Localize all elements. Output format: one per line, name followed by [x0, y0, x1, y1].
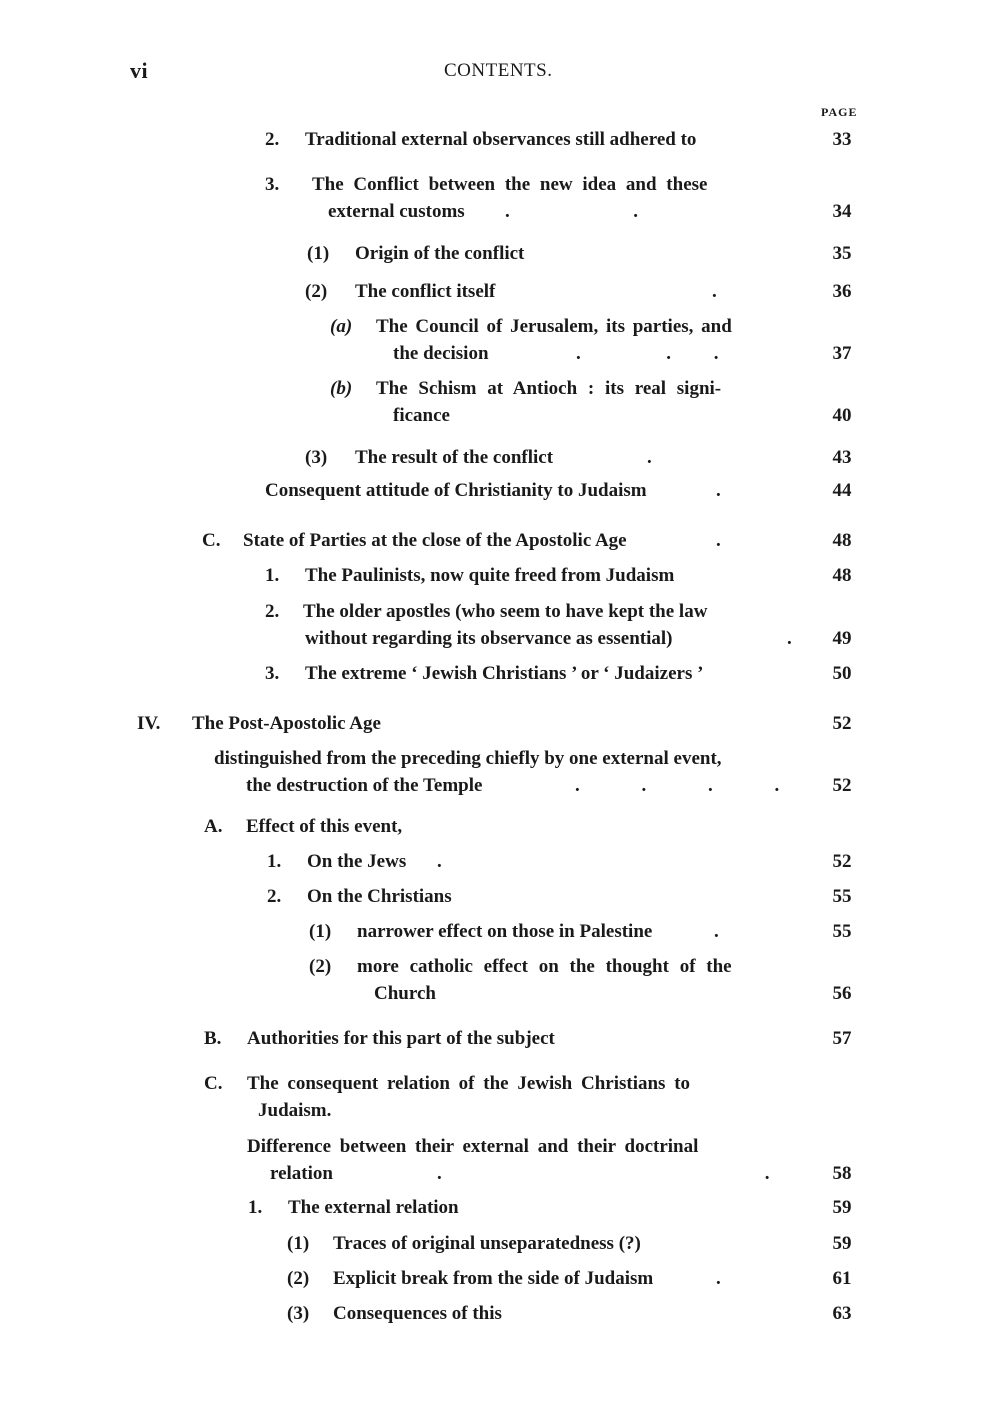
entry-title: The consequent relation of the Jewish Christians to — [247, 1073, 691, 1094]
entry-page: 63 — [832, 1303, 852, 1324]
entry-number: 1. — [248, 1197, 263, 1218]
entry-number: 1. — [267, 851, 282, 872]
page-column-label: PAGE — [821, 105, 858, 119]
entry-title: Consequent attitude of Christianity to Judaism — [265, 480, 647, 501]
entry-title: Traces of original unseparatedness (?) — [333, 1233, 641, 1254]
entry-title: The Paulinists, now quite freed from Judaism — [305, 565, 675, 586]
entry-number: (2) — [309, 956, 332, 977]
entry-number: (2) — [287, 1268, 310, 1289]
entry-page: 48 — [832, 565, 852, 586]
entry-title: Traditional external observances still adhered to — [305, 129, 697, 150]
entry-title: Difference between their external and their doctrinal — [247, 1136, 699, 1157]
entry-number: C. — [204, 1073, 223, 1094]
entry-title: The external relation — [288, 1197, 459, 1218]
entry-title: distinguished from the preceding chiefly by one external event, — [214, 748, 722, 769]
entry-number: (a) — [330, 316, 353, 337]
entry-number: C. — [202, 530, 221, 551]
entry-page: 59 — [832, 1197, 852, 1218]
page-title: CONTENTS. — [444, 60, 553, 81]
entry-page: 58 — [832, 1163, 852, 1184]
entry-title: Explicit break from the side of Judaism — [333, 1268, 654, 1289]
leader-dots: . — [437, 851, 442, 872]
entry-title-continued: Judaism. — [258, 1100, 332, 1121]
leader-dots: . . — [437, 1163, 770, 1184]
entry-page: 33 — [832, 129, 852, 150]
entry-title: The Council of Jerusalem, its parties, and — [376, 316, 732, 337]
entry-page: 36 — [832, 281, 852, 302]
entry-title: The Conflict between the new idea and these — [312, 174, 708, 195]
leader-dots: . — [716, 1268, 721, 1289]
entry-page: 34 — [832, 201, 852, 222]
entry-title-continued: Church — [374, 983, 436, 1004]
entry-page: 44 — [832, 480, 852, 501]
page-number: vi — [130, 58, 149, 83]
entry-page: 37 — [832, 343, 852, 364]
entry-page: 52 — [832, 713, 852, 734]
leader-dots: . — [787, 628, 792, 649]
entry-page: 52 — [832, 775, 852, 796]
entry-title-continued: ficance — [393, 405, 450, 426]
leader-dots: . — [647, 447, 652, 468]
entry-number: 2. — [265, 129, 280, 150]
entry-page: 48 — [832, 530, 852, 551]
entry-title-continued: the destruction of the Temple — [246, 775, 483, 796]
leader-dots: . — [716, 530, 721, 551]
leader-dots: . — [714, 921, 719, 942]
entry-title: On the Jews — [307, 851, 407, 872]
entry-title: The conflict itself — [355, 281, 496, 302]
entry-title: Origin of the conflict — [355, 243, 525, 264]
entry-page: 50 — [832, 663, 852, 684]
entry-page: 55 — [832, 886, 852, 907]
entry-title: The Schism at Antioch : its real signi- — [376, 378, 722, 399]
entry-page: 52 — [832, 851, 852, 872]
entry-number: (1) — [307, 243, 330, 264]
entry-number: B. — [204, 1028, 222, 1049]
leader-dots: . — [716, 480, 721, 501]
entry-page: 61 — [832, 1268, 852, 1289]
entry-number: 3. — [265, 663, 280, 684]
entry-number: (1) — [287, 1233, 310, 1254]
entry-title: Effect of this event, — [246, 816, 403, 837]
leader-dots: . . — [505, 201, 638, 222]
entry-page: 55 — [832, 921, 852, 942]
entry-page: 43 — [832, 447, 852, 468]
entry-number: (3) — [305, 447, 328, 468]
entry-title: Authorities for this part of the subject — [247, 1028, 555, 1049]
entry-page: 49 — [832, 628, 852, 649]
entry-number: 1. — [265, 565, 280, 586]
entry-title: State of Parties at the close of the Apostolic Age — [243, 530, 627, 551]
entry-title: The extreme ‘ Jewish Christians ’ or ‘ Judaizers ’ — [305, 663, 704, 684]
entry-number: (3) — [287, 1303, 310, 1324]
entry-number: 2. — [265, 601, 280, 622]
entry-title: The older apostles (who seem to have kept the law — [303, 601, 708, 622]
entry-title-continued: the decision — [393, 343, 489, 364]
entry-number: (1) — [309, 921, 332, 942]
entry-number: 3. — [265, 174, 280, 195]
entry-title: narrower effect on those in Palestine — [357, 921, 653, 942]
entry-title: On the Christians — [307, 886, 452, 907]
entry-page: 56 — [832, 983, 852, 1004]
entry-number: (2) — [305, 281, 328, 302]
leader-dots: . . . — [576, 343, 719, 364]
entry-number: A. — [204, 816, 223, 837]
leader-dots: . — [712, 281, 717, 302]
leader-dots: . . . . — [575, 775, 780, 796]
entry-number: (b) — [330, 378, 353, 399]
entry-title: The Post-Apostolic Age — [192, 713, 381, 734]
entry-page: 57 — [832, 1028, 852, 1049]
entry-title: more catholic effect on the thought of the — [357, 956, 732, 977]
entry-page: 59 — [832, 1233, 852, 1254]
entry-title-continued: external customs — [328, 201, 465, 222]
entry-number: 2. — [267, 886, 282, 907]
entry-title: The result of the conflict — [355, 447, 554, 468]
entry-title-continued: relation — [270, 1163, 333, 1184]
entry-title-continued: without regarding its observance as essential) — [305, 628, 673, 649]
entry-number: IV. — [137, 713, 161, 734]
entry-title: Consequences of this — [333, 1303, 502, 1324]
entry-page: 35 — [832, 243, 852, 264]
entry-page: 40 — [832, 405, 852, 426]
